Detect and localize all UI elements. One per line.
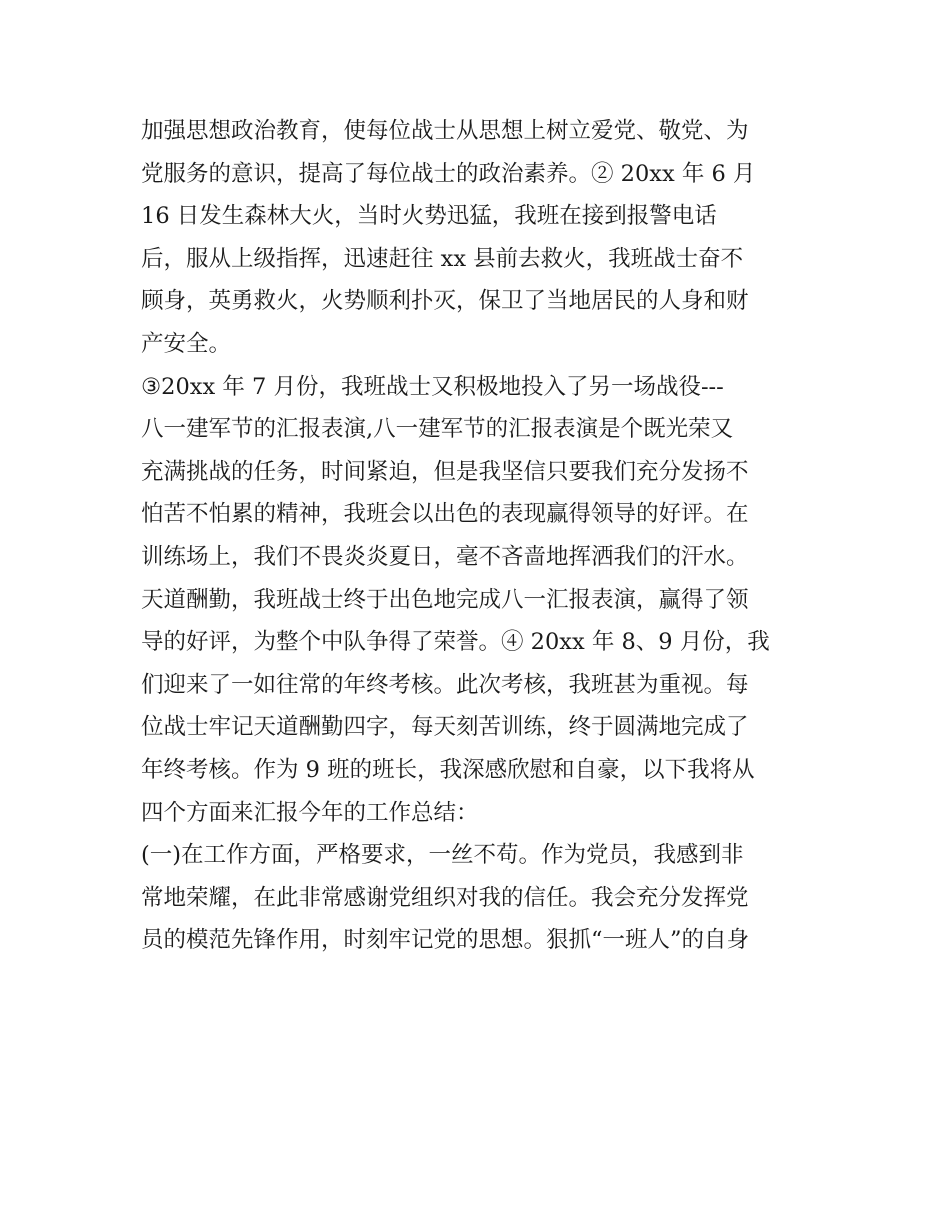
text-line: 加强思想政治教育，使每位战士从思想上树立爱党、敬党、为 <box>141 118 749 144</box>
text-line: 顾身，英勇救火，火势顺利扑灭，保卫了当地居民的人身和财 <box>141 288 749 315</box>
text-line: 员的模范先锋作用，时刻牢记党的思想。狠抓“一班人”的自身 <box>141 927 750 954</box>
text-line: 常地荣耀，在此非常感谢党组织对我的信任。我会充分发挥党 <box>141 884 749 911</box>
text-line: 八一建军节的汇报表演,八一建军节的汇报表演是个既光荣又 <box>141 416 734 443</box>
text-line: 年终考核。作为 9 班的班长，我深感欣慰和自豪，以下我将从 <box>141 756 755 783</box>
text-line: 四个方面来汇报今年的工作总结： <box>141 799 479 826</box>
text-line: 怕苦不怕累的精神，我班会以出色的表现赢得领导的好评。在 <box>141 501 749 528</box>
text-line: 们迎来了一如往常的年终考核。此次考核，我班甚为重视。每 <box>141 671 749 698</box>
text-line: 训练场上，我们不畏炎炎夏日，毫不吝啬地挥洒我们的汗水。 <box>141 543 749 570</box>
text-line: ③20xx 年 7 月份，我班战士又积极地投入了另一场战役--- <box>141 373 724 400</box>
text-line: 充满挑战的任务，时间紧迫，但是我坚信只要我们充分发扬不 <box>141 458 749 485</box>
text-line: (一)在工作方面，严格要求，一丝不苟。作为党员，我感到非 <box>141 842 744 869</box>
text-line: 天道酬勤，我班战士终于出色地完成八一汇报表演，赢得了领 <box>141 586 749 613</box>
body-text <box>141 110 821 962</box>
text-line: 党服务的意识，提高了每位战士的政治素养。② 20xx 年 6 月 <box>141 160 756 187</box>
text-line: 位战士牢记天道酬勤四字，每天刻苦训练，终于圆满地完成了 <box>141 714 749 741</box>
text-line: 后，服从上级指挥，迅速赶往 xx 县前去救火，我班战士奋不 <box>141 245 744 272</box>
text-line: 产安全。 <box>141 330 232 357</box>
text-line: 16 日发生森林大火，当时火势迅猛，我班在接到报警电话 <box>141 203 717 230</box>
text-line: 导的好评，为整个中队争得了荣誉。④ 20xx 年 8、9 月份，我 <box>141 629 770 656</box>
